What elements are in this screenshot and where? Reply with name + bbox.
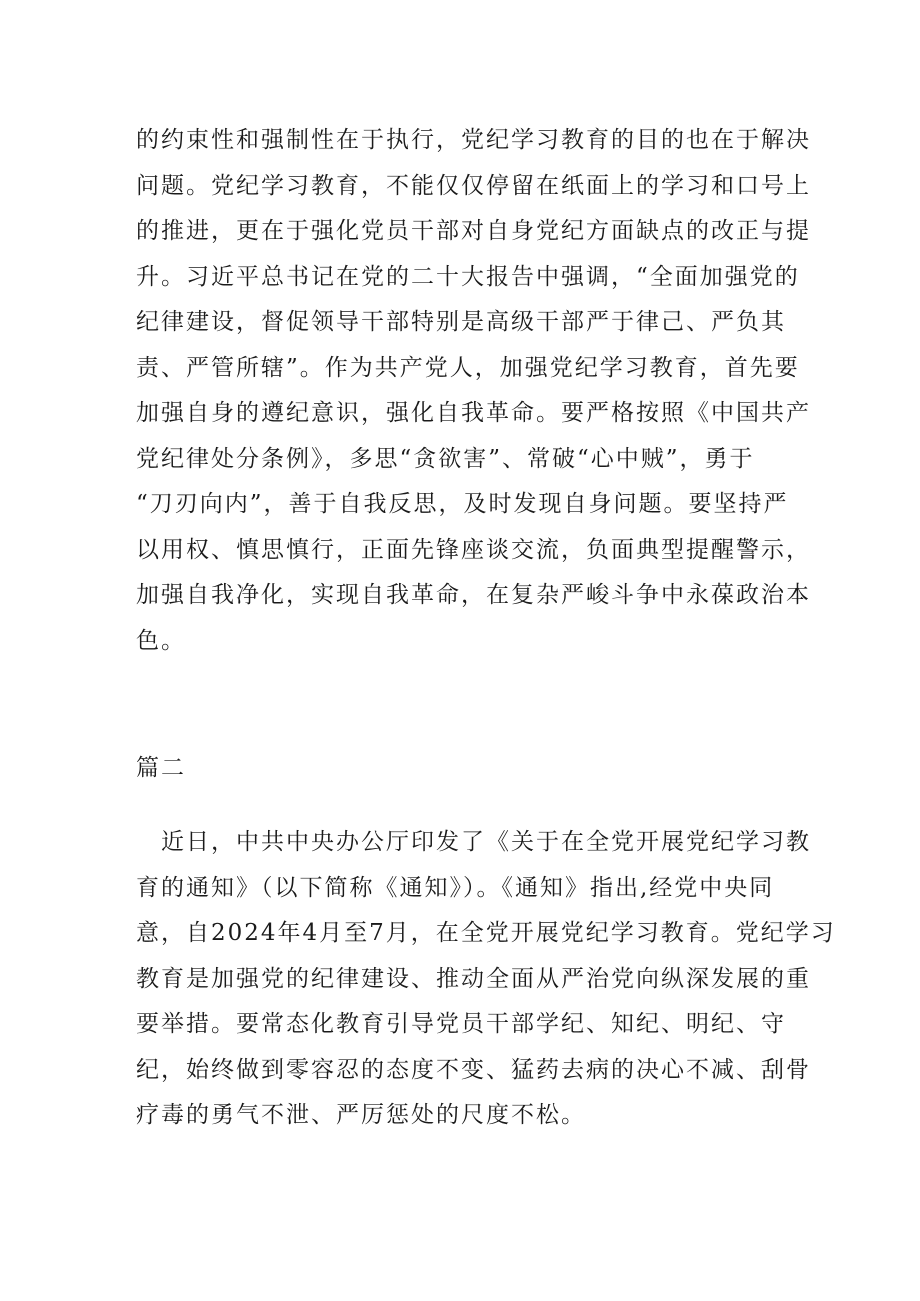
paragraph-line: 问题。党纪学习教育，不能仅仅停留在纸面上的学习和口号上 [136,172,811,199]
paragraph-line: 以用权、慎思慎行，正面先锋座谈交流，负面典型提醒警示， [136,536,811,563]
paragraph-2 [136,820,836,1139]
paragraph-line: 的推进，更在于强化党员干部对自身党纪方面缺点的改正与提 [136,218,811,244]
paragraph-line: 加强自身的遵纪意识，强化自我革命。要严格按照《中国共产 [136,400,811,426]
paragraph-line: 近日，中共中央办公厅印发了《关于在全党开展党纪学习教 [136,829,811,855]
paragraph-line: 色。 [136,627,186,654]
paragraph-line: 纪律建设，督促领导干部特别是高级干部严于律己、严负其 [136,309,786,335]
paragraph-line: “刀刃向内”，善于自我反思，及时发现自身问题。要坚持严 [136,491,789,517]
paragraph-line: 纪，始终做到零容忍的态度不变、猛药去病的决心不减、刮骨 [136,1056,811,1083]
paragraph-line: 责、严管所辖”。作为共产党人，加强党纪学习教育，首先要 [136,354,800,381]
paragraph-line: 意，自2024年4月至7月，在全党开展党纪学习教育。党纪学习 [136,920,836,946]
paragraph-1 [136,118,811,664]
paragraph-line: 党纪律处分条例》，多思“贪欲害”、常破“心中贼”，勇于 [136,445,755,472]
paragraph-line: 加强自我净化，实现自我革命，在复杂严峻斗争中永葆政治本 [136,582,811,608]
section-heading [136,746,796,792]
paragraph-line: 的约束性和强制性在于执行，党纪学习教育的目的也在于解决 [136,127,811,153]
paragraph-line: 育的通知》（以下简称《通知》）。《通知》指出,经党中央同 [136,874,775,901]
paragraph-line: 升。习近平总书记在党的二十大报告中强调，“全面加强党的 [136,263,800,290]
paragraph-line: 教育是加强党的纪律建设、推动全面从严治党向纵深发展的重 [136,965,811,992]
section-heading-text: 篇二 [136,755,186,781]
paragraph-line: 要举措。要常态化教育引导党员干部学纪、知纪、明纪、守 [136,1011,786,1037]
paragraph-line: 疗毒的勇气不泄、严厉惩处的尺度不松。 [136,1102,586,1128]
